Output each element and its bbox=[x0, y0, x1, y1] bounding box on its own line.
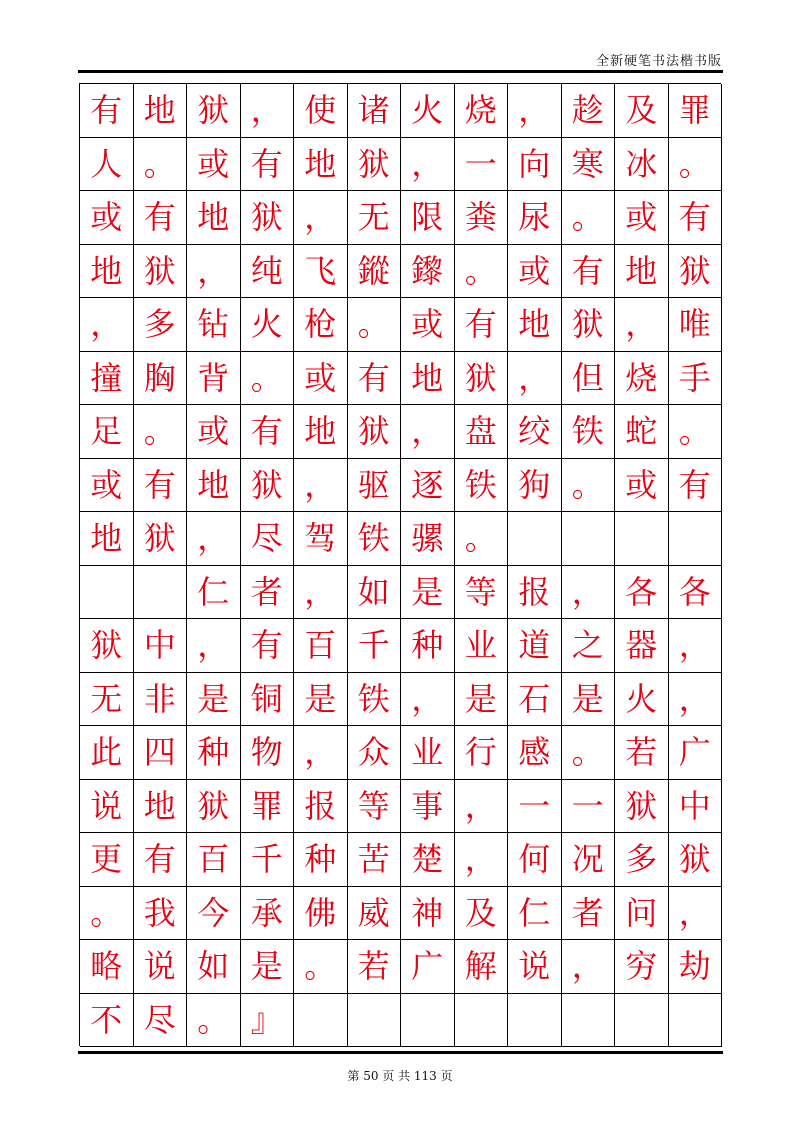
grid-cell: ， bbox=[401, 405, 455, 459]
grid-cell: 物 bbox=[241, 726, 295, 780]
grid-cell: 狱 bbox=[134, 512, 188, 566]
grid-cell: 烧 bbox=[615, 352, 669, 406]
grid-cell: 纯 bbox=[241, 245, 295, 299]
grid-cell: ， bbox=[187, 245, 241, 299]
grid-cell: 者 bbox=[241, 566, 295, 620]
grid-cell: 众 bbox=[348, 726, 402, 780]
grid-cell: 蛇 bbox=[615, 405, 669, 459]
grid-cell: 胸 bbox=[134, 352, 188, 406]
grid-cell: 罪 bbox=[241, 780, 295, 834]
grid-cell: 事 bbox=[401, 780, 455, 834]
grid-cell: 是 bbox=[294, 673, 348, 727]
grid-cell: 问 bbox=[615, 887, 669, 941]
grid-cell bbox=[348, 994, 402, 1048]
grid-cell: 地 bbox=[80, 512, 134, 566]
grid-cell: 背 bbox=[187, 352, 241, 406]
grid-cell: 报 bbox=[294, 780, 348, 834]
grid-cell: 有 bbox=[134, 833, 188, 887]
grid-cell: 逐 bbox=[401, 459, 455, 513]
grid-cell bbox=[615, 512, 669, 566]
grid-cell: 钻 bbox=[187, 298, 241, 352]
grid-cell: 劫 bbox=[669, 940, 723, 994]
grid-cell: 千 bbox=[241, 833, 295, 887]
grid-cell: 苦 bbox=[348, 833, 402, 887]
grid-cell: 或 bbox=[615, 191, 669, 245]
grid-cell: 是 bbox=[562, 673, 616, 727]
grid-cell: 是 bbox=[241, 940, 295, 994]
grid-cell: 鏦 bbox=[348, 245, 402, 299]
grid-cell: 足 bbox=[80, 405, 134, 459]
grid-cell: 尽 bbox=[241, 512, 295, 566]
grid-cell: ， bbox=[508, 352, 562, 406]
grid-cell: 地 bbox=[294, 405, 348, 459]
grid-cell: 地 bbox=[508, 298, 562, 352]
grid-cell: ， bbox=[294, 566, 348, 620]
grid-cell: 一 bbox=[562, 780, 616, 834]
grid-cell: 此 bbox=[80, 726, 134, 780]
grid-cell: 业 bbox=[401, 726, 455, 780]
grid-cell: 承 bbox=[241, 887, 295, 941]
grid-cell: 有 bbox=[80, 84, 134, 138]
grid-cell: 不 bbox=[80, 994, 134, 1048]
grid-cell: 。 bbox=[348, 298, 402, 352]
grid-cell: 火 bbox=[401, 84, 455, 138]
grid-cell: 种 bbox=[187, 726, 241, 780]
grid-cell: 狱 bbox=[669, 245, 723, 299]
grid-cell: 狱 bbox=[80, 619, 134, 673]
grid-cell: 狱 bbox=[187, 84, 241, 138]
grid-cell: 趁 bbox=[562, 84, 616, 138]
grid-cell: ， bbox=[187, 512, 241, 566]
grid-cell: ， bbox=[80, 298, 134, 352]
grid-cell: 尽 bbox=[134, 994, 188, 1048]
grid-cell: ， bbox=[669, 673, 723, 727]
grid-cell: 一 bbox=[508, 780, 562, 834]
grid-cell: 铁 bbox=[348, 512, 402, 566]
grid-cell: ， bbox=[615, 298, 669, 352]
grid-cell: 。 bbox=[562, 459, 616, 513]
grid-cell: 唯 bbox=[669, 298, 723, 352]
grid-cell: 狱 bbox=[241, 191, 295, 245]
grid-cell: 铜 bbox=[241, 673, 295, 727]
grid-cell: 。 bbox=[80, 887, 134, 941]
grid-cell: 撞 bbox=[80, 352, 134, 406]
grid-cell: 何 bbox=[508, 833, 562, 887]
grid-cell: 及 bbox=[615, 84, 669, 138]
grid-cell: 』 bbox=[241, 994, 295, 1048]
grid-cell: 或 bbox=[80, 459, 134, 513]
grid-cell: ， bbox=[669, 619, 723, 673]
grid-cell: 之 bbox=[562, 619, 616, 673]
grid-cell: 等 bbox=[455, 566, 509, 620]
grid-cell: 烧 bbox=[455, 84, 509, 138]
grid-cell bbox=[508, 512, 562, 566]
grid-cell: 四 bbox=[134, 726, 188, 780]
grid-cell: 有 bbox=[241, 405, 295, 459]
grid-cell: 。 bbox=[669, 405, 723, 459]
grid-cell: 地 bbox=[134, 84, 188, 138]
grid-cell: 一 bbox=[455, 138, 509, 192]
grid-cell: 枪 bbox=[294, 298, 348, 352]
grid-cell: 。 bbox=[455, 512, 509, 566]
grid-cell: 有 bbox=[134, 459, 188, 513]
grid-cell: 骡 bbox=[401, 512, 455, 566]
grid-cell: 说 bbox=[508, 940, 562, 994]
grid-cell: 有 bbox=[669, 459, 723, 513]
grid-cell: 行 bbox=[455, 726, 509, 780]
grid-cell: 若 bbox=[615, 726, 669, 780]
grid-cell: 等 bbox=[348, 780, 402, 834]
grid-cell: 或 bbox=[615, 459, 669, 513]
grid-cell: 更 bbox=[80, 833, 134, 887]
grid-cell: 铁 bbox=[455, 459, 509, 513]
grid-cell: 佛 bbox=[294, 887, 348, 941]
grid-cell: 狱 bbox=[348, 405, 402, 459]
grid-cell bbox=[562, 512, 616, 566]
grid-cell: 我 bbox=[134, 887, 188, 941]
grid-cell: 或 bbox=[187, 405, 241, 459]
grid-cell bbox=[80, 566, 134, 620]
grid-cell bbox=[562, 994, 616, 1048]
grid-cell: ， bbox=[562, 566, 616, 620]
grid-cell: 或 bbox=[401, 298, 455, 352]
footer-rule bbox=[78, 1051, 723, 1054]
grid-cell: 地 bbox=[615, 245, 669, 299]
grid-cell: 铁 bbox=[562, 405, 616, 459]
grid-cell bbox=[401, 994, 455, 1048]
page-number: 第 50 页 共 113 页 bbox=[347, 1069, 453, 1083]
grid-cell bbox=[134, 566, 188, 620]
grid-cell: 地 bbox=[80, 245, 134, 299]
grid-cell: 中 bbox=[134, 619, 188, 673]
grid-cell: 铁 bbox=[348, 673, 402, 727]
grid-cell: 手 bbox=[669, 352, 723, 406]
grid-cell bbox=[294, 994, 348, 1048]
header-rule bbox=[78, 70, 723, 73]
grid-cell: 各 bbox=[669, 566, 723, 620]
grid-cell: 火 bbox=[241, 298, 295, 352]
grid-cell: 广 bbox=[669, 726, 723, 780]
grid-cell: 报 bbox=[508, 566, 562, 620]
grid-cell: ， bbox=[401, 673, 455, 727]
grid-cell: 非 bbox=[134, 673, 188, 727]
grid-cell: 或 bbox=[187, 138, 241, 192]
grid-cell: ， bbox=[669, 887, 723, 941]
grid-cell: 。 bbox=[562, 191, 616, 245]
grid-cell: 况 bbox=[562, 833, 616, 887]
grid-cell: 有 bbox=[562, 245, 616, 299]
grid-cell: 限 bbox=[401, 191, 455, 245]
grid-cell bbox=[615, 994, 669, 1048]
grid-cell: 鑗 bbox=[401, 245, 455, 299]
grid-cell: 感 bbox=[508, 726, 562, 780]
grid-cell: 无 bbox=[348, 191, 402, 245]
grid-cell: 。 bbox=[134, 138, 188, 192]
grid-cell: 是 bbox=[401, 566, 455, 620]
grid-cell: 粪 bbox=[455, 191, 509, 245]
grid-cell: 多 bbox=[615, 833, 669, 887]
grid-cell: 狗 bbox=[508, 459, 562, 513]
grid-cell: 地 bbox=[294, 138, 348, 192]
grid-cell: ， bbox=[401, 138, 455, 192]
grid-cell: 如 bbox=[187, 940, 241, 994]
grid-cell: 千 bbox=[348, 619, 402, 673]
grid-cell: ， bbox=[241, 84, 295, 138]
grid-cell: 中 bbox=[669, 780, 723, 834]
grid-cell: 有 bbox=[134, 191, 188, 245]
grid-cell: ， bbox=[294, 726, 348, 780]
grid-cell: 解 bbox=[455, 940, 509, 994]
grid-cell: 百 bbox=[294, 619, 348, 673]
grid-cell bbox=[669, 512, 723, 566]
grid-cell: 狱 bbox=[348, 138, 402, 192]
grid-cell: 。 bbox=[294, 940, 348, 994]
grid-cell: 神 bbox=[401, 887, 455, 941]
grid-cell: 驾 bbox=[294, 512, 348, 566]
grid-cell: 石 bbox=[508, 673, 562, 727]
grid-cell: ， bbox=[187, 619, 241, 673]
grid-cell: 地 bbox=[187, 191, 241, 245]
grid-cell: 罪 bbox=[669, 84, 723, 138]
grid-cell: 绞 bbox=[508, 405, 562, 459]
grid-cell: 种 bbox=[294, 833, 348, 887]
grid-cell: 。 bbox=[455, 245, 509, 299]
grid-cell: 若 bbox=[348, 940, 402, 994]
grid-cell: 狱 bbox=[241, 459, 295, 513]
grid-cell: 今 bbox=[187, 887, 241, 941]
grid-cell: 或 bbox=[294, 352, 348, 406]
grid-cell: 说 bbox=[80, 780, 134, 834]
grid-cell: 狱 bbox=[187, 780, 241, 834]
grid-cell: 有 bbox=[348, 352, 402, 406]
grid-cell: 火 bbox=[615, 673, 669, 727]
grid-cell: 或 bbox=[80, 191, 134, 245]
grid-cell: 楚 bbox=[401, 833, 455, 887]
grid-cell: ， bbox=[294, 459, 348, 513]
grid-cell: 。 bbox=[187, 994, 241, 1048]
grid-cell: 。 bbox=[134, 405, 188, 459]
grid-cell: 。 bbox=[669, 138, 723, 192]
grid-cell: 向 bbox=[508, 138, 562, 192]
grid-cell: 狱 bbox=[455, 352, 509, 406]
grid-cell: ， bbox=[455, 780, 509, 834]
grid-cell: 无 bbox=[80, 673, 134, 727]
grid-cell: 冰 bbox=[615, 138, 669, 192]
grid-cell: 地 bbox=[134, 780, 188, 834]
grid-cell: ， bbox=[562, 940, 616, 994]
grid-cell: 如 bbox=[348, 566, 402, 620]
header-title: 全新硬笔书法楷书版 bbox=[595, 54, 722, 69]
grid-cell: 是 bbox=[455, 673, 509, 727]
grid-cell: 有 bbox=[241, 619, 295, 673]
grid-cell: 盘 bbox=[455, 405, 509, 459]
grid-cell: 狱 bbox=[562, 298, 616, 352]
grid-cell: 略 bbox=[80, 940, 134, 994]
grid-cell: 地 bbox=[401, 352, 455, 406]
grid-cell: 寒 bbox=[562, 138, 616, 192]
grid-cell: 人 bbox=[80, 138, 134, 192]
grid-cell: 驱 bbox=[348, 459, 402, 513]
grid-cell: 有 bbox=[241, 138, 295, 192]
grid-cell: 狱 bbox=[134, 245, 188, 299]
grid-cell: 仁 bbox=[508, 887, 562, 941]
calligraphy-grid bbox=[79, 83, 721, 1046]
grid-cell: 或 bbox=[508, 245, 562, 299]
grid-cell: 及 bbox=[455, 887, 509, 941]
grid-cell: 有 bbox=[455, 298, 509, 352]
grid-cell: 地 bbox=[187, 459, 241, 513]
grid-cell: 道 bbox=[508, 619, 562, 673]
grid-cell: ， bbox=[455, 833, 509, 887]
grid-cell: 穷 bbox=[615, 940, 669, 994]
grid-cell: 尿 bbox=[508, 191, 562, 245]
grid-cell: 器 bbox=[615, 619, 669, 673]
grid-cell: ， bbox=[508, 84, 562, 138]
grid-cell: 狱 bbox=[669, 833, 723, 887]
grid-cell: 种 bbox=[401, 619, 455, 673]
grid-cell: 各 bbox=[615, 566, 669, 620]
grid-cell bbox=[669, 994, 723, 1048]
grid-cell: 者 bbox=[562, 887, 616, 941]
grid-cell: 业 bbox=[455, 619, 509, 673]
grid-cell: 飞 bbox=[294, 245, 348, 299]
grid-cell: 使 bbox=[294, 84, 348, 138]
grid-cell: 多 bbox=[134, 298, 188, 352]
grid-cell: 。 bbox=[241, 352, 295, 406]
grid-cell: 百 bbox=[187, 833, 241, 887]
grid-cell: 仁 bbox=[187, 566, 241, 620]
grid-cell bbox=[455, 994, 509, 1048]
grid-cell: 狱 bbox=[615, 780, 669, 834]
grid-cell: 说 bbox=[134, 940, 188, 994]
grid-cell: 是 bbox=[187, 673, 241, 727]
grid-cell: 但 bbox=[562, 352, 616, 406]
grid-cell: 广 bbox=[401, 940, 455, 994]
grid-cell bbox=[508, 994, 562, 1048]
grid-cell: 。 bbox=[562, 726, 616, 780]
grid-cell: 有 bbox=[669, 191, 723, 245]
grid-cell: ， bbox=[294, 191, 348, 245]
grid-cell: 诸 bbox=[348, 84, 402, 138]
grid-cell: 威 bbox=[348, 887, 402, 941]
